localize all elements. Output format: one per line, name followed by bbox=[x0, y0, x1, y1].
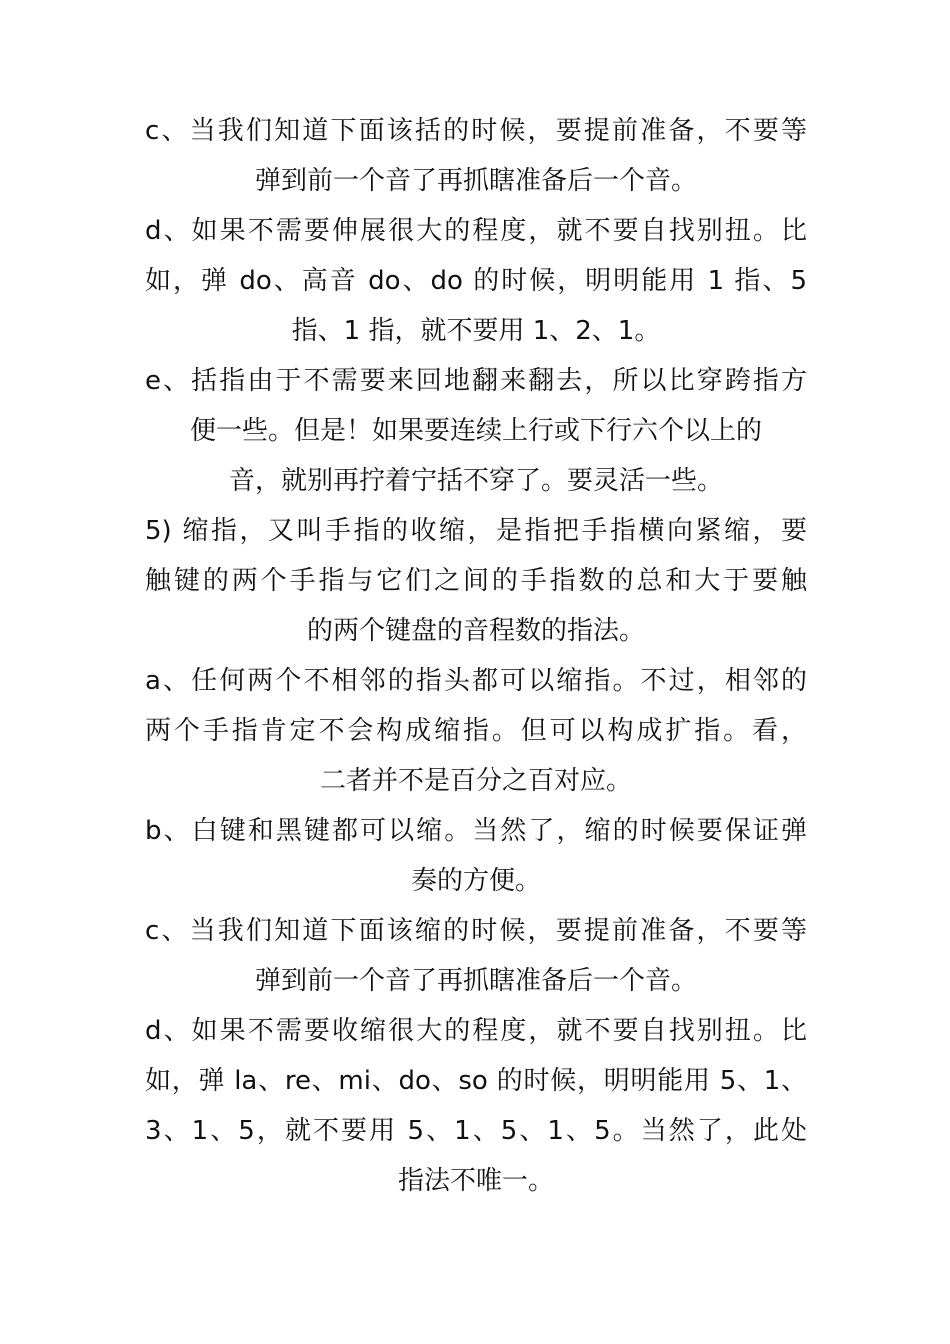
text-line: 奏的方便。 bbox=[410, 866, 541, 896]
text-line: 指、1 指，就不要用 1、2、1。 bbox=[291, 316, 661, 346]
paragraph-d-kuozhi-example bbox=[145, 206, 807, 356]
paragraph-c-suozhi-prepare bbox=[145, 906, 807, 1006]
text-line: e、括指由于不需要来回地翻来翻去，所以比穿跨指方 bbox=[145, 366, 807, 396]
text-line: 便一些。但是！如果要连续上行或下行六个以上的 bbox=[189, 416, 762, 446]
text-line: c、当我们知道下面该括的时候，要提前准备，不要等 bbox=[145, 116, 807, 146]
paragraph-d-suozhi-example bbox=[145, 1006, 807, 1206]
text-line: 如，弹 do、高音 do、do 的时候，明明能用 1 指、5 bbox=[145, 266, 807, 296]
paragraph-a-suozhi-fingers bbox=[145, 656, 807, 806]
paragraph-b-suozhi-keys bbox=[145, 806, 807, 906]
text-line: 5) 缩指，又叫手指的收缩，是指把手指横向紧缩，要 bbox=[145, 516, 807, 546]
text-line: b、白键和黑键都可以缩。当然了，缩的时候要保证弹 bbox=[145, 816, 807, 846]
text-line: 指法不唯一。 bbox=[397, 1166, 554, 1196]
text-line: 弹到前一个音了再抓瞎准备后一个音。 bbox=[254, 966, 697, 996]
text-line: 如，弹 la、re、mi、do、so 的时候，明明能用 5、1、 bbox=[145, 1066, 807, 1096]
text-line: c、当我们知道下面该缩的时候，要提前准备，不要等 bbox=[145, 916, 807, 946]
text-line: d、如果不需要收缩很大的程度，就不要自找别扭。比 bbox=[145, 1016, 807, 1046]
text-line: d、如果不需要伸展很大的程度，就不要自找别扭。比 bbox=[145, 216, 807, 246]
paragraph-c-kuozhi-prepare bbox=[145, 106, 807, 206]
text-line: 弹到前一个音了再抓瞎准备后一个音。 bbox=[254, 166, 697, 196]
text-line: 二者并不是百分之百对应。 bbox=[319, 766, 632, 796]
document-body bbox=[145, 106, 807, 1206]
text-line: 3、1、5，就不要用 5、1、5、1、5。当然了，此处 bbox=[145, 1116, 807, 1146]
text-line: 的两个键盘的音程数的指法。 bbox=[306, 616, 645, 646]
text-line: 触键的两个手指与它们之间的手指数的总和大于要触 bbox=[145, 566, 807, 596]
section-5-suozhi-definition bbox=[145, 506, 807, 656]
text-line: a、任何两个不相邻的指头都可以缩指。不过，相邻的 bbox=[145, 666, 807, 696]
paragraph-e-kuozhi-flexibility bbox=[145, 356, 807, 506]
text-line: 两个手指肯定不会构成缩指。但可以构成扩指。看， bbox=[145, 716, 807, 746]
text-line: 音，就别再拧着宁括不穿了。要灵活一些。 bbox=[228, 466, 723, 496]
